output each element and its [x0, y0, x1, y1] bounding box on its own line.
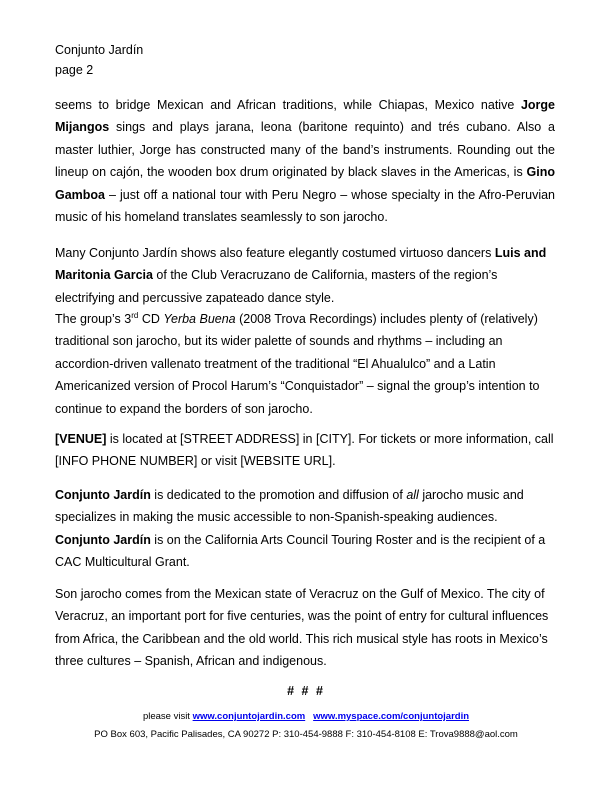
myspace-link[interactable]: www.myspace.com/conjuntojardin: [313, 711, 470, 722]
paragraph-son-jarocho: Son jarocho comes from the Mexican state of Veracruz on the Gulf of Mexico. The city of Veracruz, an important port for five centuries, was the point of entry for cultural influences from Africa, the Caribbean and the old world. This rich musical style has roots in Mexico’s three cultures – Spanish, African and indigenous.: [55, 587, 549, 669]
header-page-number: page 2: [55, 63, 94, 77]
paragraph-venue: [VENUE] is located at [STREET ADDRESS] in [CITY]. For tickets or more information, call [INFO PHONE NUMBER] or visit [WEBSITE URL].: [55, 432, 554, 469]
website-link[interactable]: www.conjuntojardin.com: [192, 711, 306, 722]
paragraph-dancers: Many Conjunto Jardín shows also feature elegantly costumed virtuoso dancers Luis and Maritonia Garcia of the Club Veracruzano de California, masters of the region’s electrifying and percussive zapateado dance style.: [55, 246, 547, 305]
album-title: Yerba Buena: [163, 312, 236, 326]
header-title: Conjunto Jardín: [55, 43, 144, 57]
paragraph-band-members: seems to bridge Mexican and African traditions, while Chiapas, Mexico native Jorge Mijangos sings and plays jarana, leona (baritone requinto) and trés cubano. Also a master luthier, Jorge has constructed many of the band’s instruments. Rounding out the lineup on cajón, the wooden box drum originated by black slaves in the Americas, is Gino Gamboa – just off a national tour with Peru Negro – whose specialty in the Afro-Peruvian music of his homeland translates seamlessly to son jarocho.: [55, 98, 555, 225]
footer-contact-line: PO Box 603, Pacific Palisades, CA 90272 P: 310-454-9888 F: 310-454-8108 E: Trova9888@aol.com: [94, 729, 518, 740]
name-gino-gamboa: Gino Gamboa: [55, 165, 555, 202]
name-dancers: Luis and Maritonia Garcia: [55, 246, 547, 283]
footer-visit-line: please visit www.conjuntojardin.com www.myspace.com/conjuntojardin: [142, 711, 470, 722]
end-marker: # # #: [287, 684, 325, 698]
paragraph-mission: Conjunto Jardín is dedicated to the promotion and diffusion of all jarocho music and specializes in making the music accessible to non-Spanish-speaking audiences. Conjunto Jardín is on the California Arts Council Touring Roster and is the recipient of a CAC Multicultural Grant.: [55, 488, 546, 570]
venue-placeholder: [VENUE]: [55, 432, 107, 446]
paragraph-album: The group’s 3rd CD Yerba Buena (2008 Trova Recordings) includes plenty of (relatively) traditional son jarocho, but its wider palette of sounds and rhythms – including an accordion-driven vallenato treatment of the traditional “El Ahualulco” and a Latin Americanized version of Procol Harum’s “Conquistador” – signal the group’s intention to continue to expand the borders of son jarocho.: [55, 311, 540, 416]
name-jorge-mijangos: Jorge Mijangos: [55, 98, 555, 135]
